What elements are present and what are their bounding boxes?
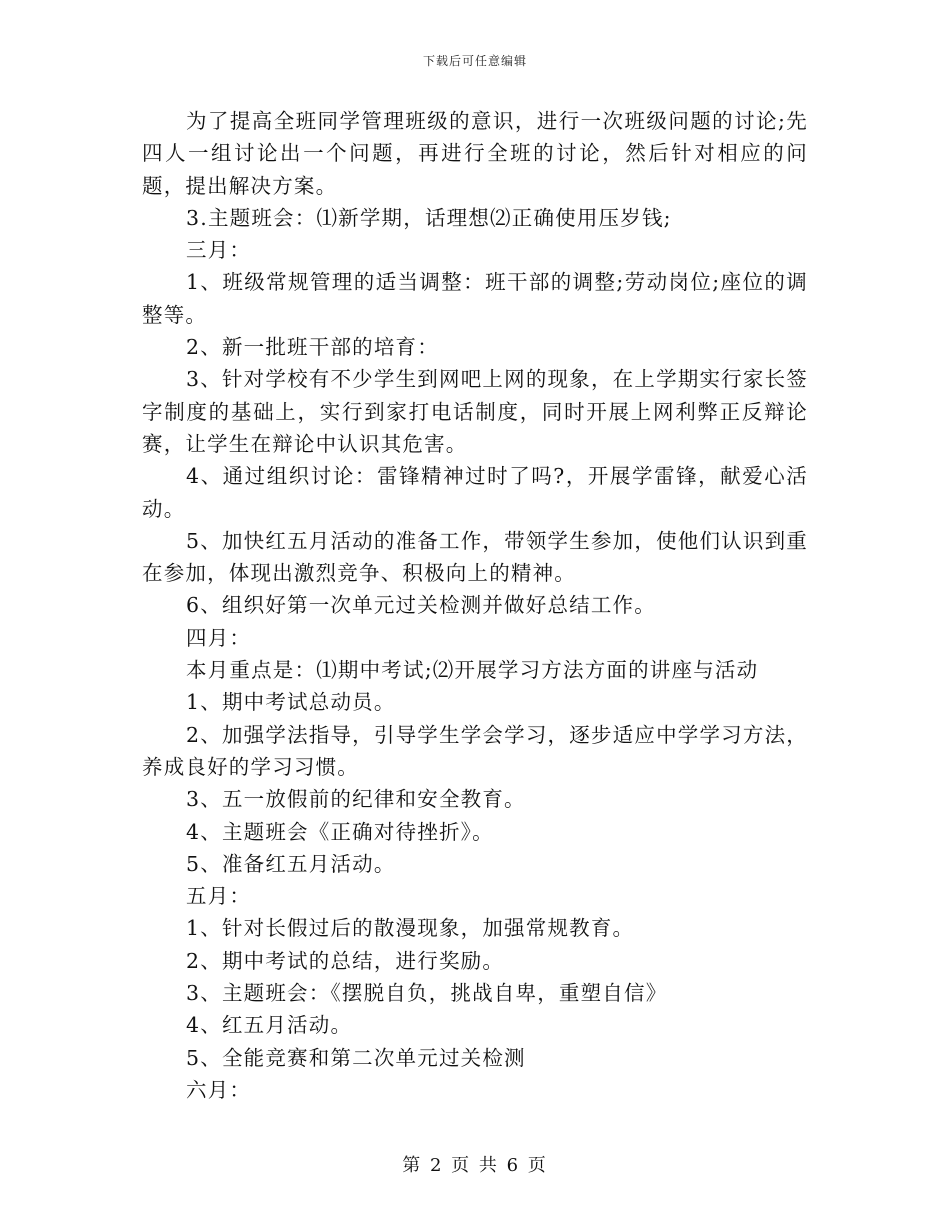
paragraph: 3、主题班会：《摆脱自负，挑战自卑，重塑自信》 xyxy=(186,981,668,1006)
paragraph: 5、准备红五月活动。 xyxy=(186,851,396,876)
section-heading-april: 四月： xyxy=(186,625,252,650)
paragraph: 2、加强学法指导，引导学生学会学习，逐步适应中学学习方法，养成良好的学习习惯。 xyxy=(142,722,808,779)
paragraph: 4、通过组织讨论：雷锋精神过时了吗?，开展学雷锋，献爱心活动。 xyxy=(142,464,808,521)
paragraph: 3.主题班会：⑴新学期，话理想⑵正确使用压岁钱; xyxy=(186,205,672,230)
paragraph: 3、针对学校有不少学生到网吧上网的现象，在上学期实行家长签字制度的基础上，实行到家打电话制度，同时开展上网利弊正反辩论赛，让学生在辩论中认识其危害。 xyxy=(142,367,808,456)
paragraph: 5、加快红五月活动的准备工作，带领学生参加，使他们认识到重在参加，体现出激烈竞争、积极向上的精神。 xyxy=(142,528,808,586)
paragraph: 5、全能竞赛和第二次单元过关检测 xyxy=(186,1045,526,1070)
paragraph: 本月重点是：⑴期中考试;⑵开展学习方法方面的讲座与活动 xyxy=(186,658,759,683)
paragraph: 6、组织好第一次单元过关检测并做好总结工作。 xyxy=(186,593,656,618)
paragraph: 4、红五月活动。 xyxy=(186,1013,353,1038)
paragraph: 为了提高全班同学管理班级的意识，进行一次班级问题的讨论;先四人一组讨论出一个问题，再进行全班的讨论，然后针对相应的问题，提出解决方案。 xyxy=(142,109,808,198)
page-header-note: 下载后可任意编辑 xyxy=(422,54,527,68)
section-heading-may: 五月： xyxy=(186,884,252,909)
section-heading-june: 六月： xyxy=(186,1077,252,1102)
paragraph: 4、主题班会《正确对待挫折》。 xyxy=(186,819,494,844)
paragraph: 1、班级常规管理的适当调整：班干部的调整;劳动岗位;座位的调整等。 xyxy=(142,270,808,327)
paragraph: 1、针对长假过后的散漫现象，加强常规教育。 xyxy=(186,916,635,941)
document-body xyxy=(142,105,808,1106)
paragraph: 3、五一放假前的纪律和安全教育。 xyxy=(186,787,526,812)
paragraph: 2、新一批班干部的培育： xyxy=(186,335,439,360)
section-heading-march: 三月： xyxy=(186,238,252,263)
paragraph: 2、期中考试的总结，进行奖励。 xyxy=(186,948,505,973)
paragraph: 1、期中考试总动员。 xyxy=(186,690,396,715)
page-number-footer: 第 2 页 共 6 页 xyxy=(402,1155,548,1176)
